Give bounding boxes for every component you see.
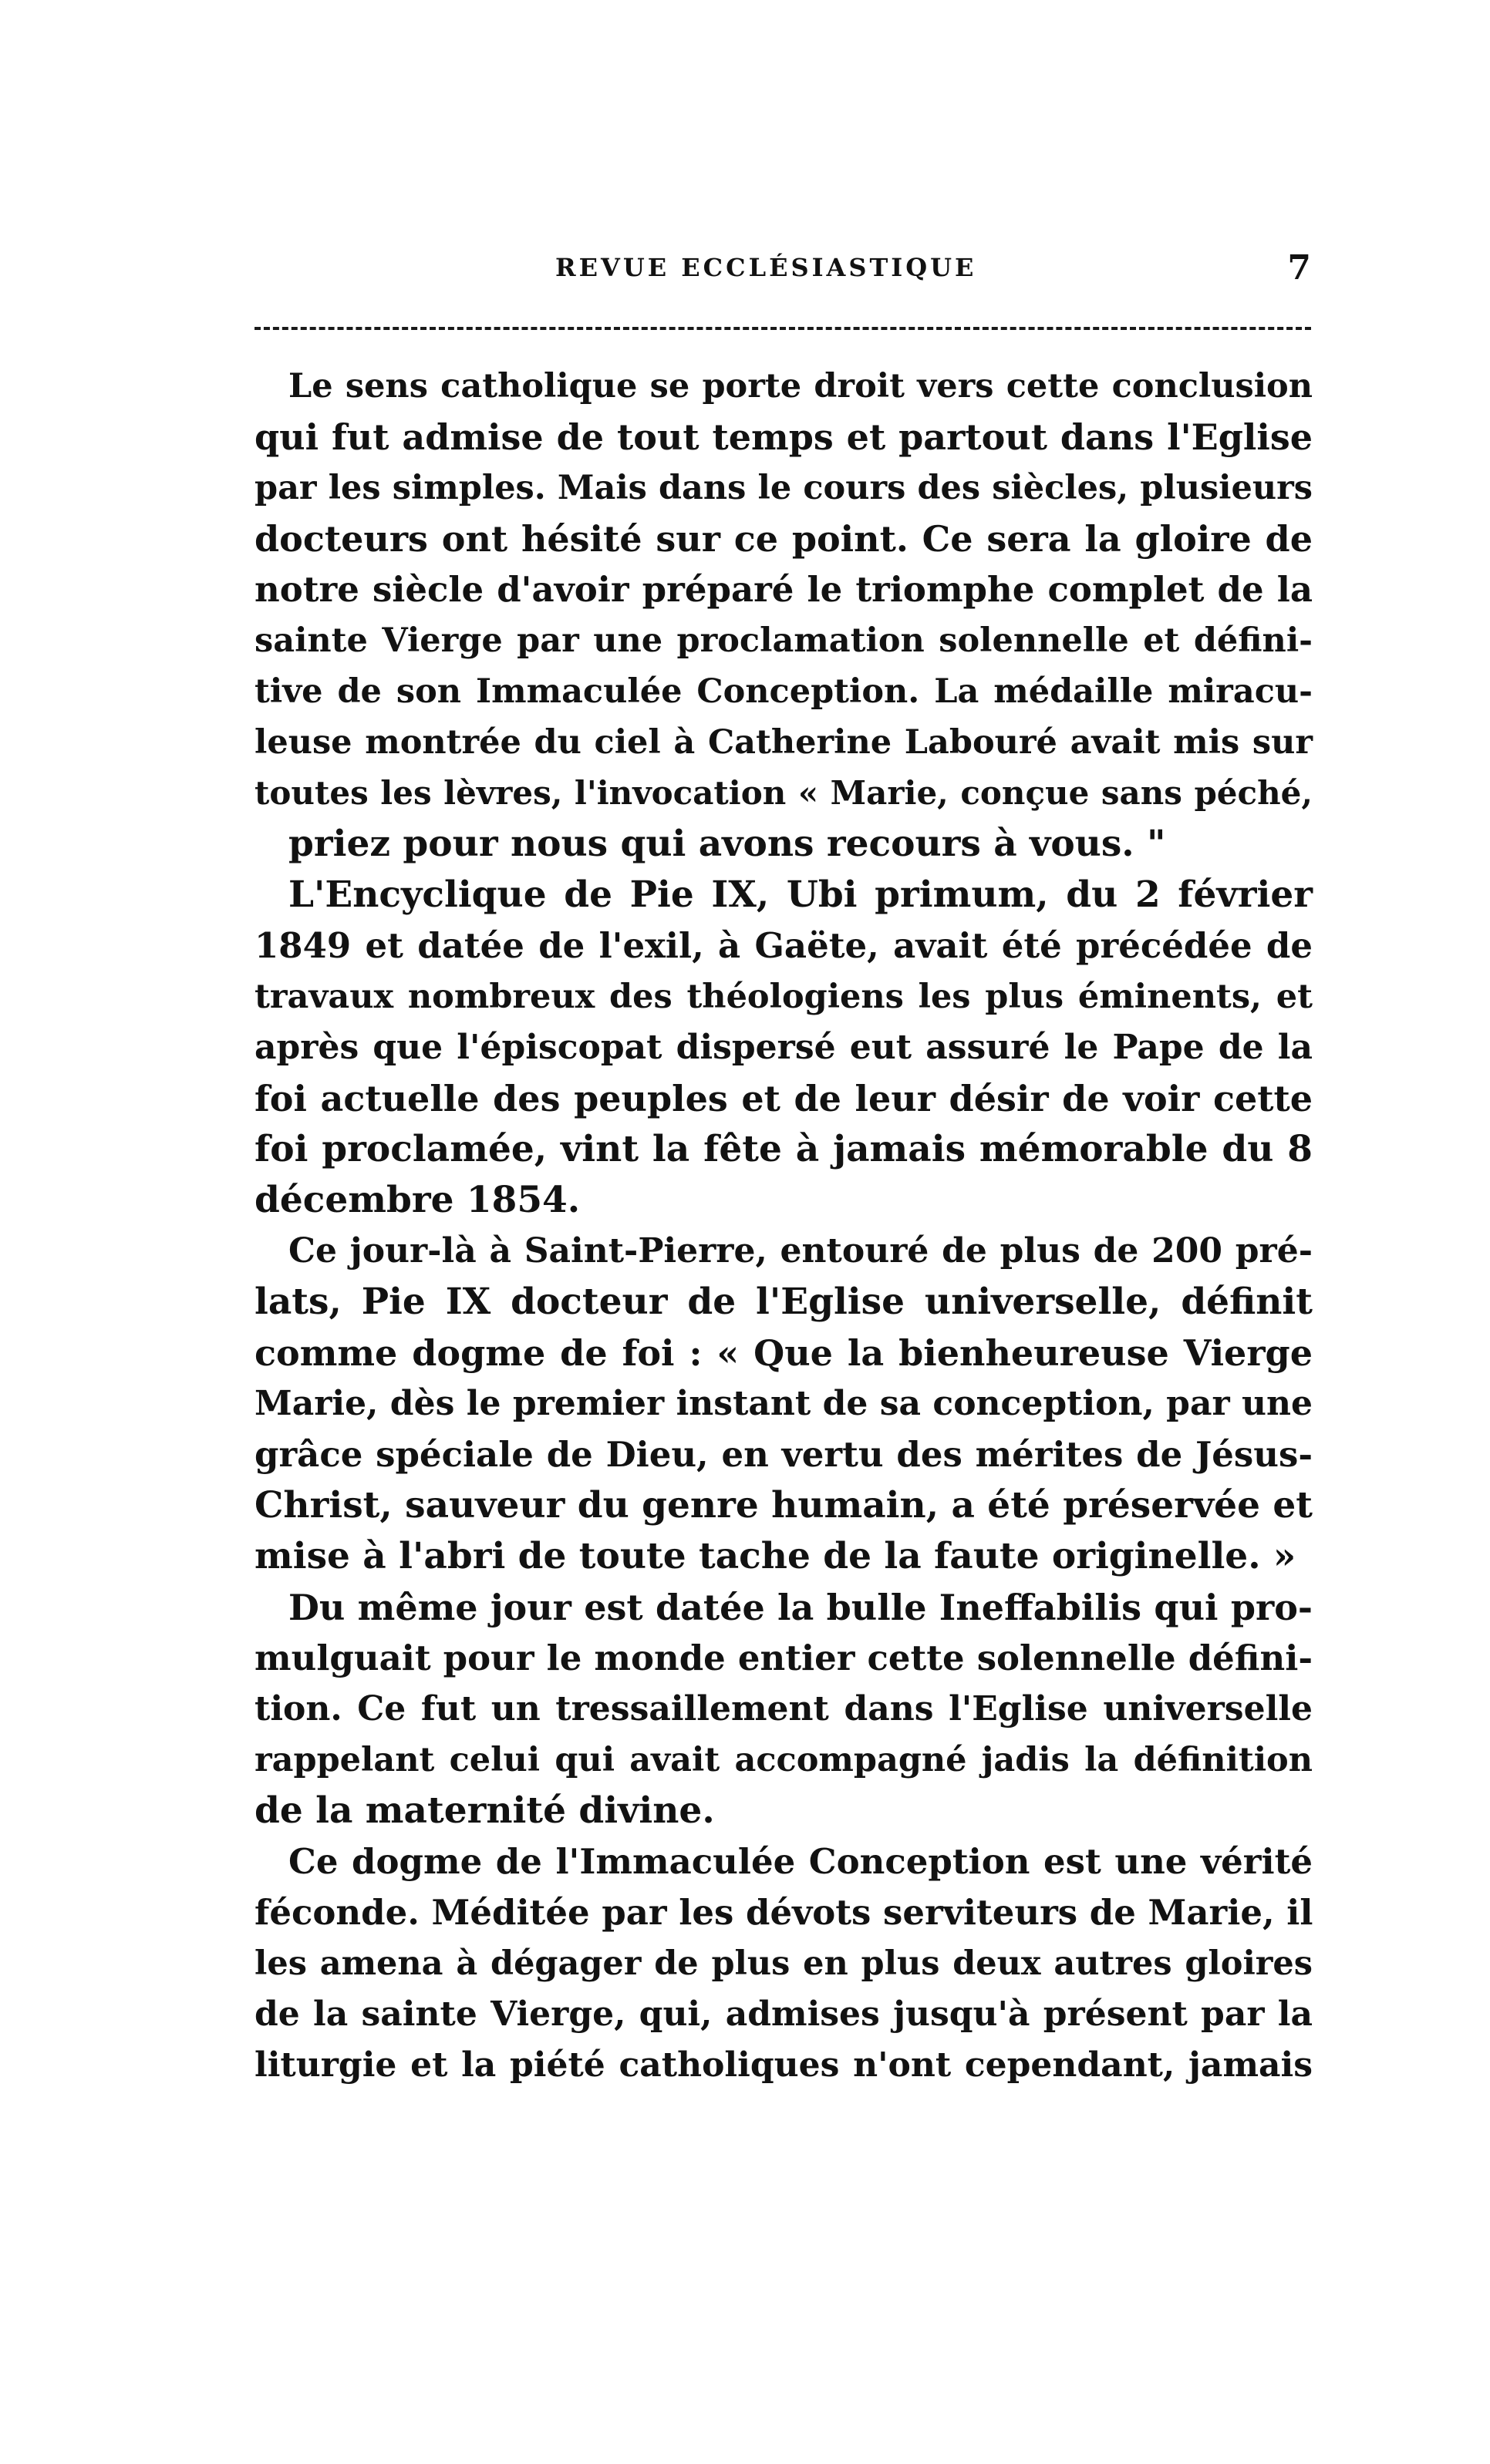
text-line: tive de son Immaculée Conception. La médaille miracu- [255,672,1313,711]
text-line: notre siècle d'avoir préparé le triomphe complet de la [255,569,1313,610]
text-line: Du même jour est datée la bulle Ineffabilis qui pro- [288,1587,1313,1628]
text-line: Christ, sauveur du genre humain, a été préservée et [255,1484,1313,1527]
text-line: rappelant celui qui avait accompagné jadis la définition [255,1741,1313,1779]
text-line: les amena à dégager de plus en plus deux autres gloires [255,1944,1313,1983]
text-line: mise à l'abri de toute tache de la faute originelle. » [255,1535,1296,1577]
text-line: qui fut admise de tout temps et partout dans l'Eglise [255,416,1313,458]
text-line: comme dogme de foi : « Que la bienheureuse Vierge [255,1332,1313,1374]
text-line: L'Encyclique de Pie IX, Ubi primum, du 2 février [288,874,1313,916]
text-line: après que l'épiscopat dispersé eut assuré le Pape de la [255,1028,1313,1067]
text-line: toutes les lèvres, l'invocation « Marie, conçue sans péché, [255,774,1313,812]
text-line: docteurs ont hésité sur ce point. Ce sera la gloire de [255,518,1313,560]
text-line: lats, Pie IX docteur de l'Eglise universelle, définit [255,1281,1313,1323]
text-line: Ce dogme de l'Immaculée Conception est une vérité [288,1841,1313,1882]
text-line: de la sainte Vierge, qui, admises jusqu'à présent par la [255,1994,1313,2034]
text-line: foi actuelle des peuples et de leur désir de voir cette [255,1078,1313,1119]
text-line: 1849 et datée de l'exil, à Gaëte, avait été précédée de [255,925,1313,966]
text-line: grâce spéciale de Dieu, en vertu des mérites de Jésus- [255,1434,1313,1475]
text-line: tion. Ce fut un tressaillement dans l'Eglise universelle [255,1689,1313,1729]
text-line: Marie, dès le premier instant de sa conception, par une [255,1384,1313,1423]
text-line: travaux nombreux des théologiens les plus éminents, et [255,978,1313,1016]
text-line: foi proclamée, vint la fête à jamais mémorable du 8 [255,1128,1313,1170]
text-line: liturgie et la piété catholiques n'ont cependant, jamais [255,2045,1313,2085]
text-line: de la maternité divine. [255,1789,715,1832]
body-text [255,361,1313,2091]
text-line: priez pour nous qui avons recours à vous. " [288,823,1166,865]
text-line: mulguait pour le monde entier cette solennelle défini- [255,1638,1313,1678]
text-line: Le sens catholique se porte droit vers cette conclusion [288,367,1313,406]
text-line: Ce jour-là à Saint-Pierre, entouré de plus de 200 pré- [288,1231,1313,1271]
text-line: leuse montrée du ciel à Catherine Labouré avait mis sur [255,723,1313,762]
text-line: féconde. Méditée par les dévots serviteurs de Marie, il [255,1892,1313,1933]
text-line: décembre 1854. [255,1179,581,1221]
running-title: REVUE ECCLÉSIASTIQUE [555,253,977,282]
header-rule [255,327,1311,330]
text-line: par les simples. Mais dans le cours des siècles, plusieurs [255,469,1313,507]
text-line: sainte Vierge par une proclamation solennelle et défini- [255,621,1313,660]
running-head [231,248,1311,299]
page-number: 7 [1287,248,1311,288]
